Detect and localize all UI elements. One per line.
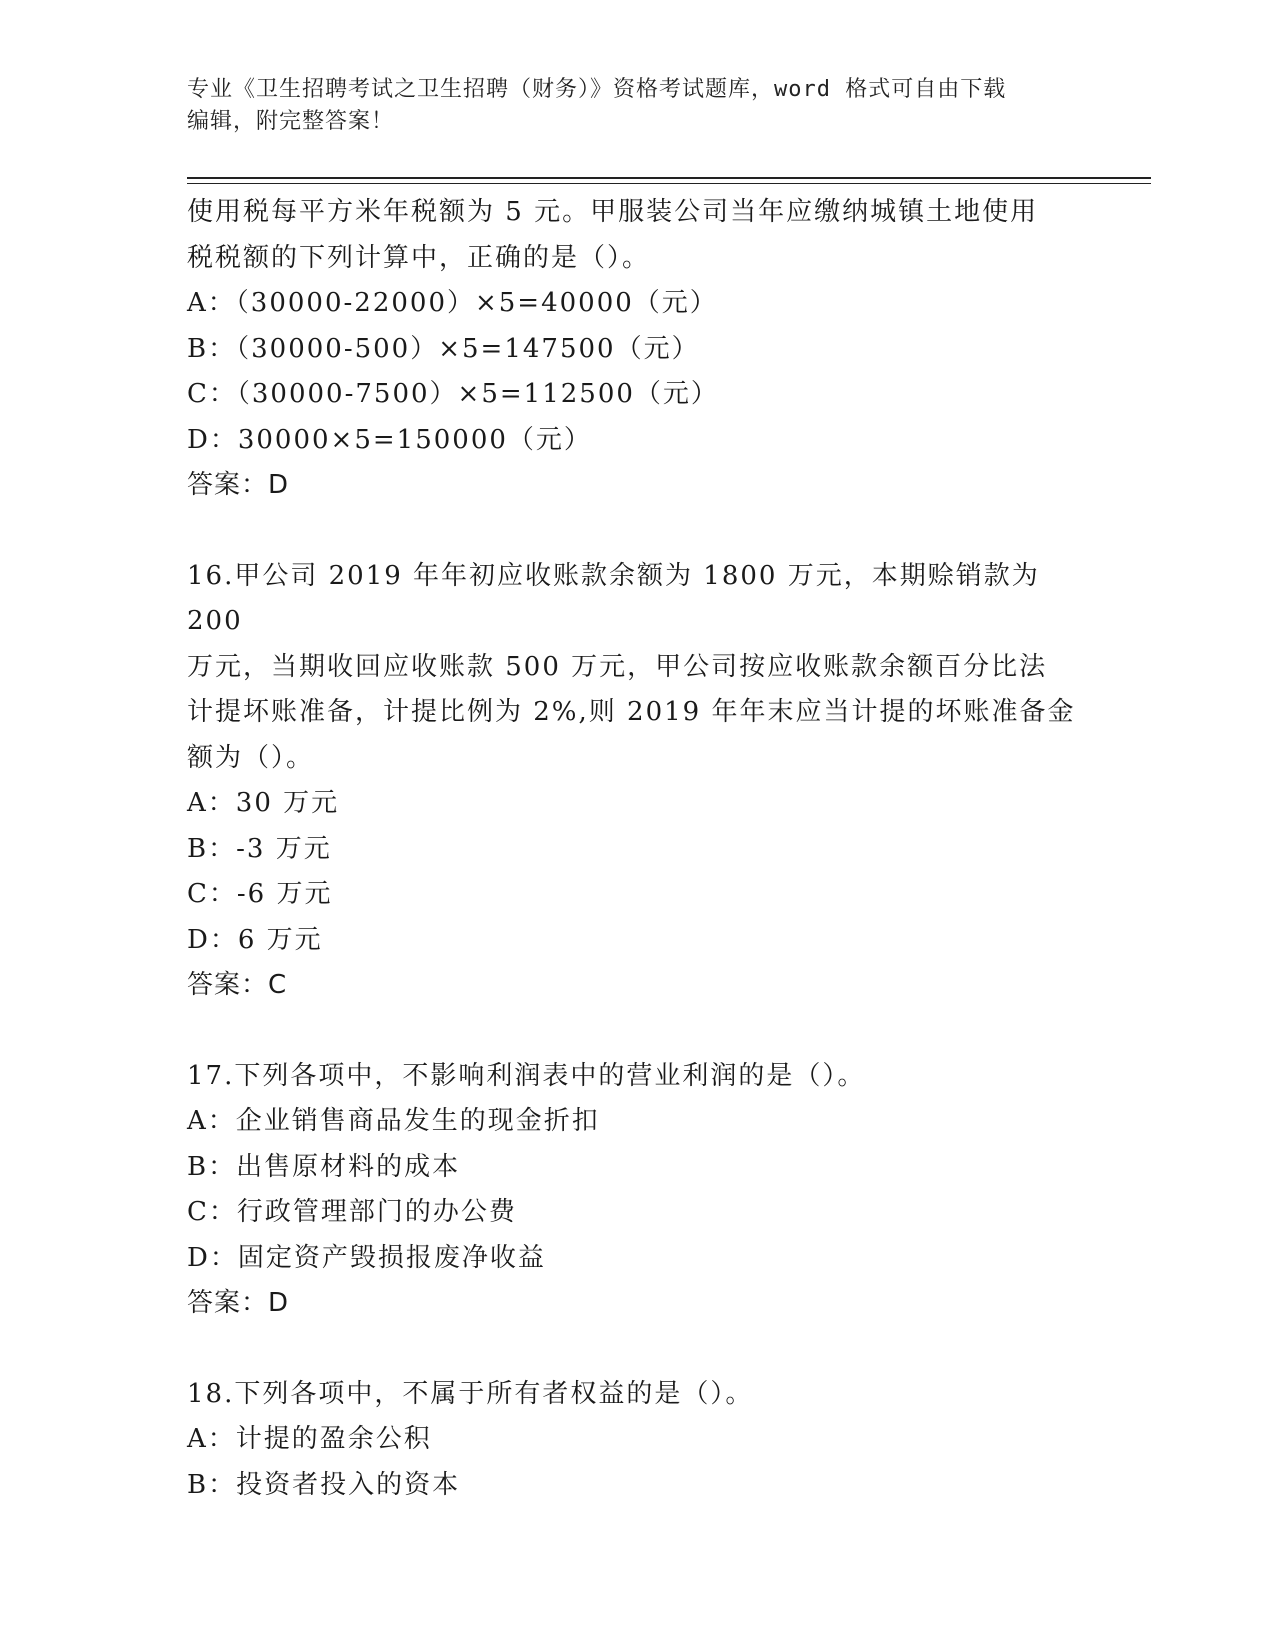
option-a: A：企业销售商品发生的现金折扣 bbox=[187, 1106, 600, 1136]
option-b: B：出售原材料的成本 bbox=[187, 1151, 461, 1182]
header-divider-thin bbox=[187, 183, 1151, 184]
document-header bbox=[187, 74, 1087, 138]
question-15 bbox=[187, 190, 1087, 509]
document-body bbox=[187, 190, 1087, 1508]
question-text-line: 税税额的下列计算中，正确的是（）。 bbox=[187, 242, 651, 273]
header-line-2: 编辑，附完整答案！ bbox=[187, 109, 395, 134]
answer-line: 答案：D bbox=[187, 470, 290, 500]
spacer bbox=[187, 1327, 1087, 1372]
option-c: C：（30000-7500）×5=112500（元） bbox=[187, 379, 719, 409]
question-18 bbox=[187, 1372, 1087, 1509]
option-a: A：（30000-22000）×5=40000（元） bbox=[187, 288, 718, 318]
option-b: B：（30000-500）×5=147500（元） bbox=[187, 333, 700, 364]
question-17 bbox=[187, 1054, 1087, 1327]
question-text-line: 使用税每平方米年税额为 5 元。甲服装公司当年应缴纳城镇土地使用 bbox=[187, 197, 1039, 227]
option-d: D：30000×5=150000（元） bbox=[187, 424, 592, 455]
option-d: D：6 万元 bbox=[187, 924, 323, 955]
header-line-1: 专业《卫生招聘考试之卫生招聘（财务）》资格考试题库，word 格式可自由下载 bbox=[187, 77, 1007, 102]
header-divider-thick bbox=[187, 177, 1151, 179]
option-c: C：-6 万元 bbox=[187, 879, 333, 909]
question-16 bbox=[187, 554, 1087, 1009]
spacer bbox=[187, 1009, 1087, 1054]
option-a: A：计提的盈余公积 bbox=[187, 1424, 432, 1454]
option-d: D：固定资产毁损报废净收益 bbox=[187, 1242, 546, 1273]
option-b: B：-3 万元 bbox=[187, 833, 332, 864]
option-b: B：投资者投入的资本 bbox=[187, 1469, 461, 1500]
question-text-line: 额为（）。 bbox=[187, 742, 315, 773]
question-text-line: 17.下列各项中，不影响利润表中的营业利润的是（）。 bbox=[187, 1060, 866, 1091]
option-c: C：行政管理部门的办公费 bbox=[187, 1197, 517, 1227]
question-text-line: 万元，当期收回应收账款 500 万元，甲公司按应收账款余额百分比法 bbox=[187, 651, 1048, 682]
question-text-line: 16.甲公司 2019 年年初应收账款余额为 1800 万元，本期赊销款为 200 bbox=[187, 560, 1040, 636]
question-text-line: 18.下列各项中，不属于所有者权益的是（）。 bbox=[187, 1378, 754, 1409]
answer-line: 答案：C bbox=[187, 970, 288, 1000]
option-a: A：30 万元 bbox=[187, 788, 340, 818]
spacer bbox=[187, 509, 1087, 554]
question-text-line: 计提坏账准备，计提比例为 2%,则 2019 年年末应当计提的坏账准备金 bbox=[187, 697, 1076, 727]
answer-line: 答案：D bbox=[187, 1288, 290, 1318]
